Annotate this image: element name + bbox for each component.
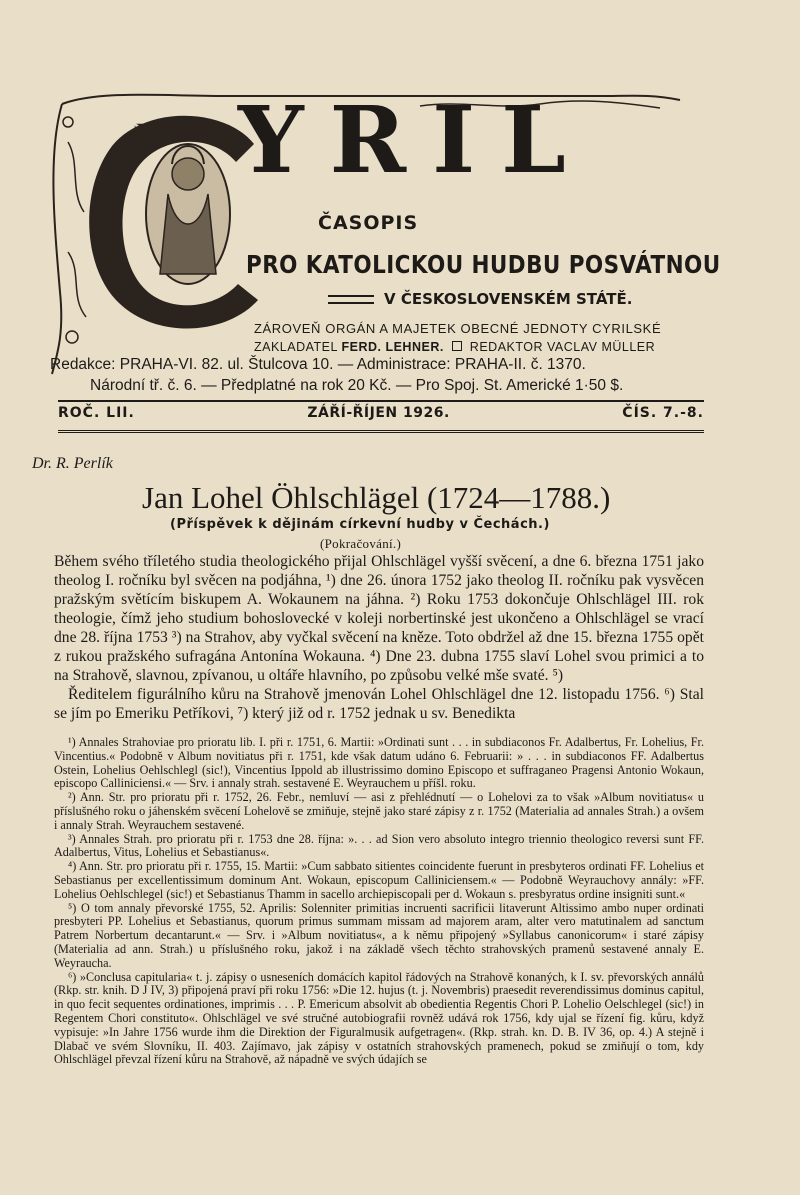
body-paragraph: Během svého tříletého studia theologického přijal Ohlschlägel vyšší svěcení, a dne 6. března 1751 jako theolog I. ročníku byl svěcen na podjáhna, ¹) dne 26. února 1752 jako theolog II. ročníku pak vysvěcen pražským světícím biskupem A. Wokaunem na jáhna. ²) Roku 1753 dokončuje Ohlschlägel III. rok theologie, čímž jeho studium bohoslovecké v koleji norbertinské jest ukončeno a Ohlschlägel se vrací dne 28. října 1753 ³) na Strahov, aby vyčkal svěcení na kněze. Toto obdržel až dne 15. března 1755 opět z rukou pražského sufragána Antonína Wokauna. ⁴) Dne 23. dubna 1755 slaví Lohel svou primici a to na Strahově, slavnou, zpívanou, u oltáře hlavního, po způsobu velké mše svaté. ⁵) <box>54 553 704 684</box>
footnote: ¹) Annales Strahoviae pro prioratu lib. I. při r. 1751, 6. Martii: »Ordinati sunt . . . in subdiaconos Fr. Adalbertus, Fr. Lohelius, Fr. Vincentius.« Podobně v Album novitiatus při r. 1751, kde však datum udáno 6. Februarii: » . . . in subdiaconos FF. Adalbertus Ostein, Lohelius Oehlschlegl (sic!), Vincentius Ippold ab illustrissimo domino Episcopo et suffraganeo Pragensi Antonio Wokaun, episcopo Calliniciensi.« — Srv. i annaly strah. sestavené E. Weyrauchem u příšl. roku. <box>54 735 704 791</box>
redakce-line: Redakce: PRAHA-VI. 82. ul. Štulcova 10. — Administrace: PRAHA-II. č. 1370. <box>50 356 586 373</box>
footnote: ⁵) O tom annaly převorské 1755, 52. Aprilis: Solenniter primitias incruenti sacrificii litaverunt Altissimo ambo nuper ordinati presbyteri PP. Lohelius et Sebastianus, quorum primus summam missam ad majorem aram, alter vero matutinalem ad sanctum Patrem Norbertum decantarunt.« — Srv. i »Album novitiatus«, a k němu připojený »Syllabus canonicorum« i staré zápisy (Materialia ad ann. Strah.) u příslušného roku, jakož i na základě všech těchto strahovských pramenů sestavené annaly E. Weyraucha. <box>54 900 704 970</box>
footnote: ³) Annales Strah. pro prioratu při r. 1753 dne 28. října: ». . . ad Sion vero absoluto integro triennio theologico reversi sunt FF. Adalbertus, Vitus, Lohelius et Sebastianus«. <box>54 831 704 860</box>
footnote: ⁶) »Conclusa capitularia« t. j. zápisy o usneseních domácích kapitol řádových na Strahově konaných, k I. sv. převorských annálů (Rkp. str. knih. D J IV, 3) připojená praví při roku 1756: »Die 12. hujus (t. j. Novembris) praesedit reverendissimus dominus capitul, in quo fecit sequentes ordinationes, imprimis . . . P. Emericum absolvit ab obedientia Regentis Chori P. Lohelio Oelschlegel (sic!) in Regentem Chori constituto«. Ohlschlägel ve své stručné autobiografii rovněž udává rok 1756, kdy ujal se řízení fig. kůru, když vypisuje: »In Jahre 1756 wurde ihm die Direktion der Figuralmusik aufgetragen«. (Rkp. strah. kn. D. B. IV 36, op. 4.) A stejně i Dlabač ve svém Slovníku, II. 403. Zajímavo, jak zápisy v ostatních strahovských pramenech, pokud se zmiňují o tom, kdy Ohlschlägel převzal řízení kůru na Strahově, až nápadně ve svých údajích se <box>54 969 704 1067</box>
address-subscription-line: Národní tř. č. 6. — Předplatné na rok 20 Kč. — Pro Spoj. St. Americké 1·50 $. <box>90 377 624 394</box>
masthead <box>40 82 721 394</box>
ornament-glyph: ✠ <box>134 122 146 138</box>
issue-date: ZÁŘÍ-ŘÍJEN 1926. <box>307 405 450 421</box>
issue-bottom-rule <box>58 430 704 433</box>
box-separator-icon <box>452 341 462 351</box>
founder-line <box>254 340 655 354</box>
body-paragraph: Ředitelem figurálního kůru na Strahově jmenován Lohel Ohlschlägel dne 12. listopadu 1756. ⁶) Stal se jím po Emeriku Petříkovi, ⁷) který již od r. 1752 jednak u sv. Benedikta <box>54 686 704 722</box>
country-line <box>328 290 633 308</box>
article-title: Jan Lohel Öhlschlägel (1724—1788.) <box>142 480 611 515</box>
article-body <box>54 552 704 723</box>
founder-name: FERD. LEHNER. <box>341 340 444 354</box>
continued-note: (Pokračování.) <box>320 536 402 551</box>
article-subtitle: (Příspěvek k dějinám církevní hudby v Čechách.) <box>170 517 550 532</box>
issue-line <box>58 405 704 421</box>
country-text: V ČESKOSLOVENSKÉM STÁTĚ. <box>384 290 633 308</box>
double-rule <box>328 295 374 304</box>
organ-line: ZÁROVEŇ ORGÁN A MAJETEK OBECNÉ JEDNOTY CYRILSKÉ <box>254 321 662 336</box>
footnote: ²) Ann. Str. pro prioratu při r. 1752, 26. Febr., nemluví — asi z přehlédnutí — o Lohelovi za to však »Album novitiatus« u příslušného roku o jáhenském svěcení Lohelově se zmiňuje, stejně jako staré zápisy z r. 1752 (Materialia ad annales Strah.) a ovšem i annaly Strah. Weyrauchem sestavené. <box>54 790 704 832</box>
article-author: Dr. R. Perlík <box>32 455 113 472</box>
volume-number: ROČ. LII. <box>58 405 135 421</box>
issue-number: ČÍS. 7.-8. <box>622 405 704 421</box>
footnotes <box>54 736 704 1067</box>
editor-name: REDAKTOR VACLAV MÜLLER <box>469 340 656 354</box>
footnote: ⁴) Ann. Str. pro prioratu při r. 1755, 15. Martii: »Cum sabbato sitientes coincidente fuerunt in presbyteros ordinati FF. Lohelius et Sebastianus per excellentissimum dominum Ant. Wokaun, episcopum Calliniciensem.« — Podobně Weyrauchovy annály: »FF. Lohelius Oehlschlegel (sic!) et Sebastianus Thamm in sacello archiepiscopali per d. Wokaun s. presbyratus ordine insigniti sunt.« <box>54 859 704 901</box>
casopis-label: ČASOPIS <box>318 212 419 234</box>
journal-title: YRIL <box>238 86 592 194</box>
issue-top-rule <box>58 400 704 402</box>
founder-label: ZAKLADATEL <box>254 340 338 354</box>
journal-subtitle: PRO KATOLICKOU HUDBU POSVÁTNOU <box>246 250 721 279</box>
